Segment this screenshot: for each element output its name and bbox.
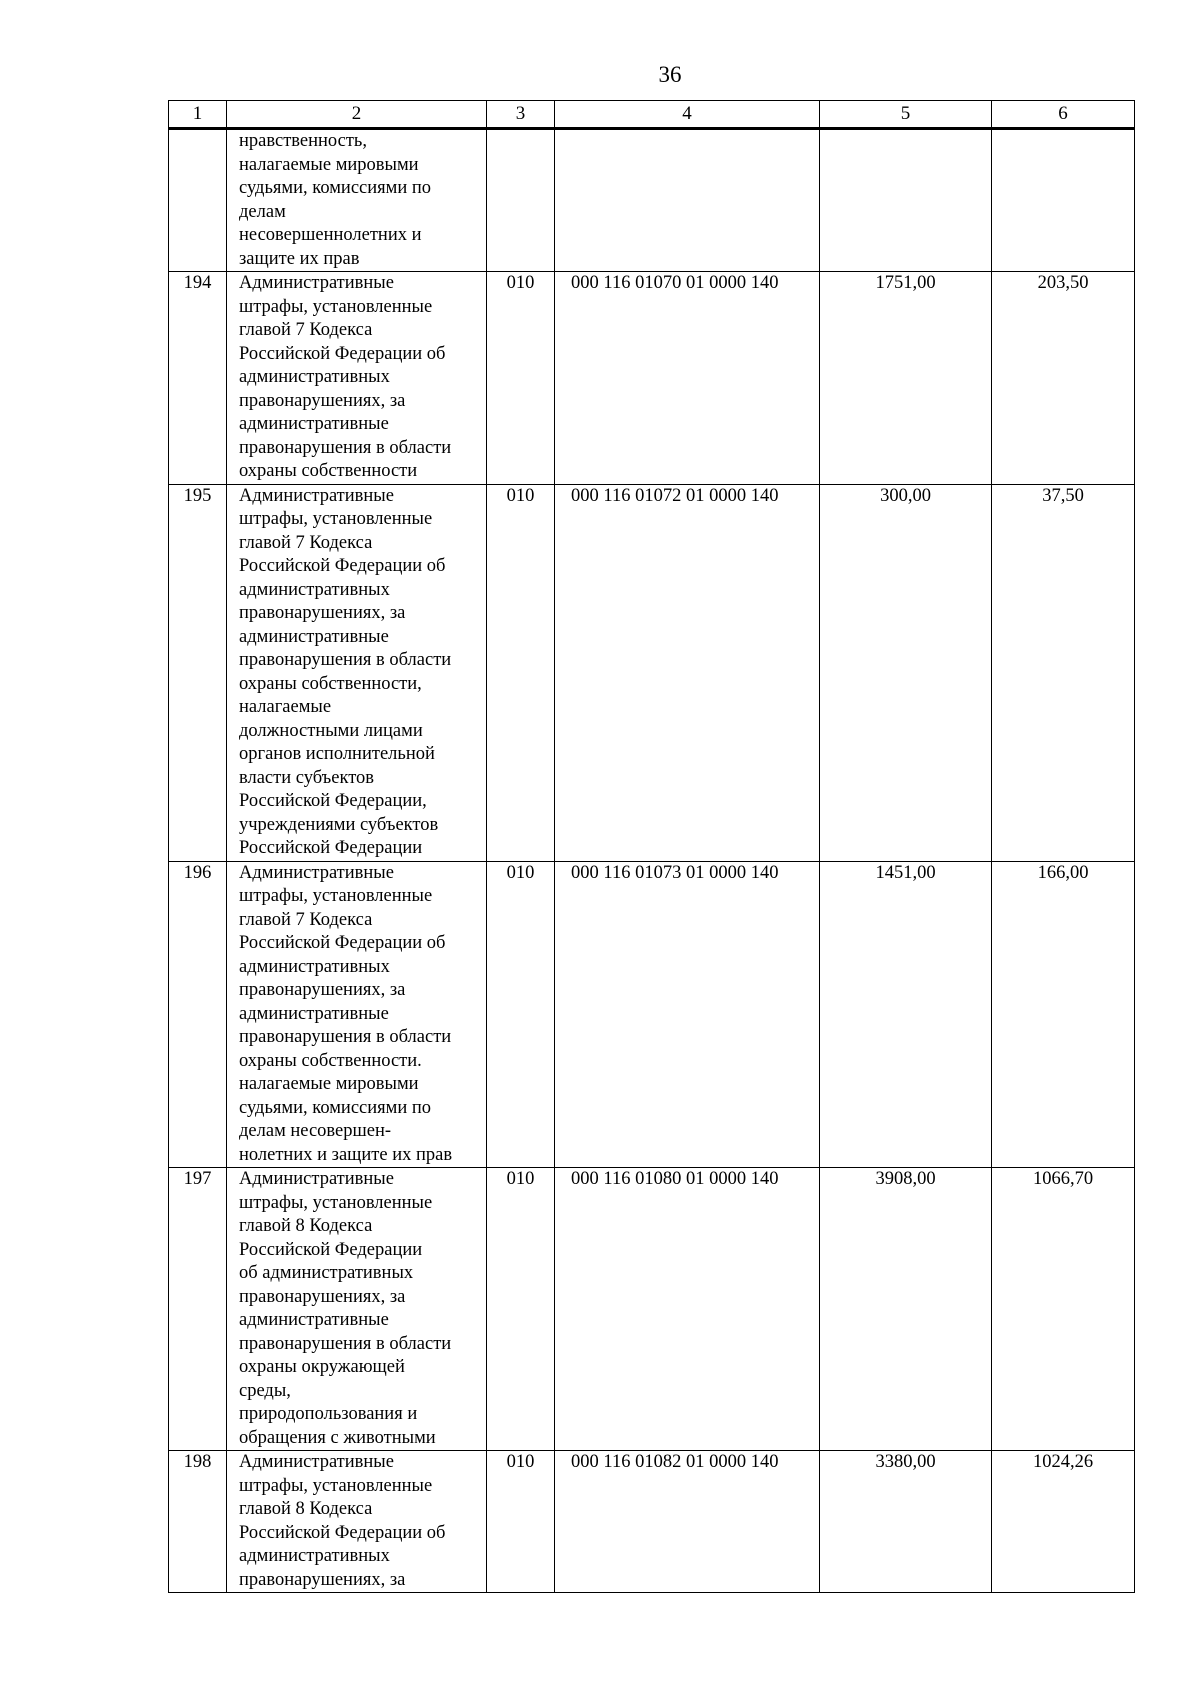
budget-code-cell: 000 116 01082 01 0000 140 [555, 1451, 820, 1593]
description-line: административные [239, 414, 389, 434]
header-row [169, 101, 1135, 129]
value-cell-6: 166,00 [992, 861, 1135, 1168]
description-line: Российской Федерации об [239, 556, 446, 576]
description-line: налагаемые [239, 697, 332, 717]
description-line: природопользования и [239, 1404, 418, 1424]
value-cell-5 [820, 129, 992, 272]
description-line: органов исполнительной [239, 744, 435, 764]
description-line: правонарушениях, за [239, 1569, 406, 1590]
value-cell-5: 3380,00 [820, 1451, 992, 1593]
description-line: судьями, комиссиями по [239, 1097, 432, 1118]
column-header: 4 [555, 101, 820, 129]
column-header: 3 [487, 101, 555, 129]
description-line: правонарушения в области [239, 437, 452, 458]
description-line: административные [239, 1003, 389, 1024]
description-line: административных [239, 367, 390, 387]
row-number-cell: 197 [169, 1168, 227, 1451]
description-line: судьями, комиссиями по [239, 178, 432, 198]
admin-code-cell: 010 [487, 1168, 555, 1451]
description-line: правонарушениях, за [239, 1286, 406, 1307]
description-line: правонарушениях, за [239, 390, 406, 411]
table-row [169, 272, 1135, 485]
admin-code-cell: 010 [487, 484, 555, 861]
description-line: штрафы, установленные [239, 1192, 433, 1213]
description-line: охраны собственности. [239, 1050, 422, 1071]
admin-code-cell: 010 [487, 272, 555, 485]
description-line: административные [239, 626, 389, 647]
description-cell [227, 861, 487, 1168]
table-row [169, 129, 1135, 272]
description-line: Российской Федерации, [239, 791, 427, 811]
row-number-cell: 194 [169, 272, 227, 485]
description-line: власти субъектов [239, 767, 375, 788]
description-line: правонарушения в области [239, 650, 452, 670]
value-cell-6: 203,50 [992, 272, 1135, 485]
description-line: Административные [239, 273, 394, 293]
table-row [169, 1451, 1135, 1593]
description-line: Административные [239, 1452, 394, 1472]
budget-table [168, 100, 1135, 1593]
description-line: учреждениями субъектов [239, 814, 439, 835]
description-line: Российской Федерации об [239, 1522, 446, 1543]
description-line: защите их прав [239, 248, 360, 269]
value-cell-5: 1451,00 [820, 861, 992, 1168]
budget-code-cell [555, 129, 820, 272]
description-cell [227, 129, 487, 272]
description-line: налагаемые мировыми [239, 1074, 419, 1094]
page-number: 36 [658, 62, 682, 87]
budget-code-cell: 000 116 01072 01 0000 140 [555, 484, 820, 861]
description-cell [227, 1451, 487, 1593]
value-cell-6: 37,50 [992, 484, 1135, 861]
description-line: Российской Федерации [239, 1239, 423, 1260]
description-line: делам [239, 201, 286, 222]
description-line: штрафы, установленные [239, 886, 433, 906]
value-cell-5: 3908,00 [820, 1168, 992, 1451]
description-line: штрафы, установленные [239, 509, 433, 529]
description-line: административные [239, 1310, 389, 1330]
description-line: обращения с животными [239, 1427, 436, 1448]
table-row [169, 484, 1135, 861]
description-line: правонарушениях, за [239, 980, 406, 1000]
row-number-cell: 195 [169, 484, 227, 861]
description-cell [227, 484, 487, 861]
description-line: правонарушениях, за [239, 603, 406, 623]
description-line: Российской Федерации об [239, 343, 446, 364]
description-line: главой 8 Кодекса [239, 1499, 373, 1519]
description-line: административных [239, 1546, 390, 1566]
column-header: 2 [227, 101, 487, 129]
description-line: штрафы, установленные [239, 1475, 433, 1496]
row-number-cell: 198 [169, 1451, 227, 1593]
description-cell [227, 272, 487, 485]
description-line: главой 7 Кодекса [239, 909, 373, 930]
column-header: 1 [169, 101, 227, 129]
value-cell-6: 1066,70 [992, 1168, 1135, 1451]
description-line: охраны собственности, [239, 673, 422, 694]
column-header: 5 [820, 101, 992, 129]
description-line: налагаемые мировыми [239, 154, 419, 175]
admin-code-cell: 010 [487, 861, 555, 1168]
row-number-cell: 196 [169, 861, 227, 1168]
description-line: охраны собственности [239, 461, 418, 481]
description-line: Административные [239, 485, 394, 506]
admin-code-cell [487, 129, 555, 272]
table-row [169, 861, 1135, 1168]
budget-code-cell: 000 116 01080 01 0000 140 [555, 1168, 820, 1451]
value-cell-6 [992, 129, 1135, 272]
budget-code-cell: 000 116 01070 01 0000 140 [555, 272, 820, 485]
description-line: главой 7 Кодекса [239, 532, 373, 553]
description-line: охраны окружающей [239, 1357, 405, 1377]
budget-code-cell: 000 116 01073 01 0000 140 [555, 861, 820, 1168]
description-line: главой 7 Кодекса [239, 320, 373, 340]
row-number-cell [169, 129, 227, 272]
description-line: несовершеннолетних и [239, 225, 422, 245]
description-line: должностными лицами [239, 720, 423, 741]
description-line: правонарушения в области [239, 1027, 452, 1047]
table-body [169, 129, 1135, 1593]
description-line: Административные [239, 1169, 394, 1189]
description-line: об административных [239, 1263, 414, 1283]
description-line: административных [239, 956, 390, 977]
description-line: правонарушения в области [239, 1333, 452, 1354]
description-line: штрафы, установленные [239, 296, 433, 317]
description-line: Административные [239, 862, 394, 883]
admin-code-cell: 010 [487, 1451, 555, 1593]
column-header: 6 [992, 101, 1135, 129]
value-cell-5: 300,00 [820, 484, 992, 861]
description-line: нравственность, [239, 131, 367, 151]
description-line: главой 8 Кодекса [239, 1216, 373, 1236]
description-line: среды, [239, 1380, 291, 1401]
description-line: Российской Федерации [239, 838, 423, 858]
value-cell-6: 1024,26 [992, 1451, 1135, 1593]
description-line: делам несовершен- [239, 1121, 392, 1141]
description-line: административных [239, 579, 390, 600]
description-cell [227, 1168, 487, 1451]
description-line: нолетних и защите их прав [239, 1144, 453, 1165]
value-cell-5: 1751,00 [820, 272, 992, 485]
table-row [169, 1168, 1135, 1451]
description-line: Российской Федерации об [239, 933, 446, 953]
